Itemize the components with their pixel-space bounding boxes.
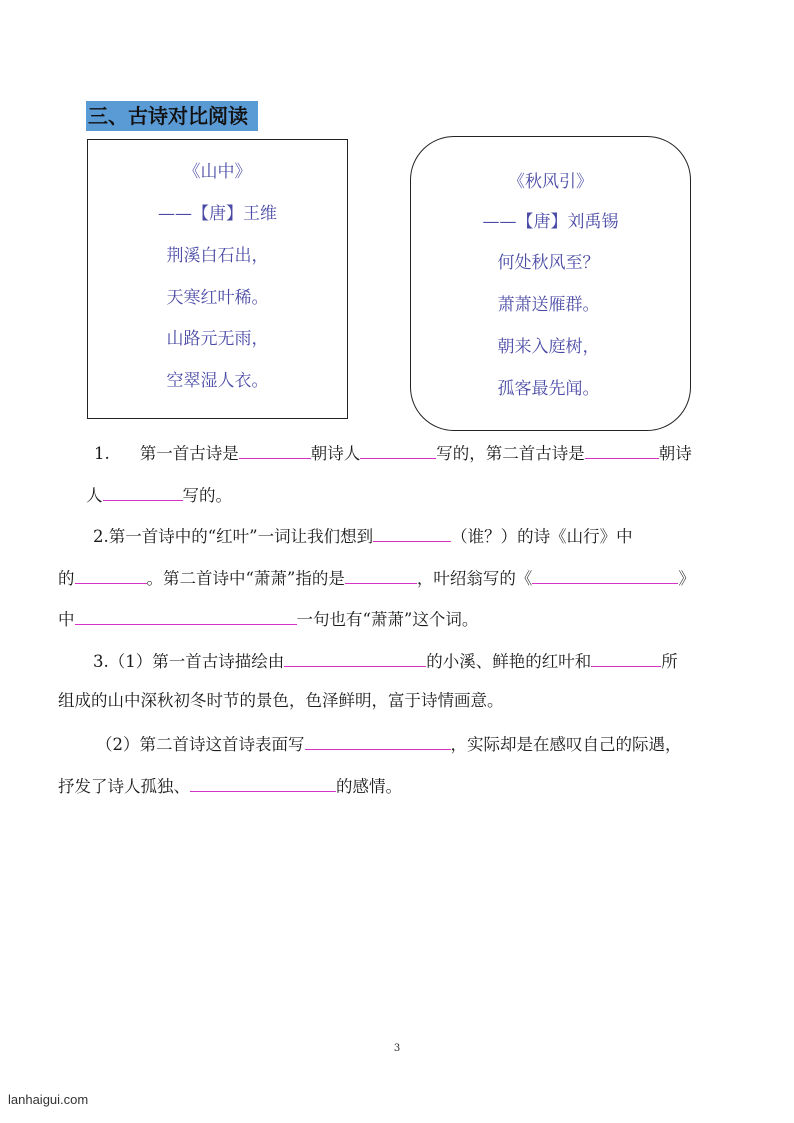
question-1-line-2 [86, 483, 232, 507]
question-text: 的感情。 [336, 777, 402, 796]
answer-blank[interactable] [591, 649, 661, 667]
poem-line: 何处秋风至？ [497, 253, 600, 273]
question-text: ，叶绍翁写的《 [416, 569, 533, 588]
question-text: 写的，第二首古诗是 [436, 444, 585, 463]
question-text: 组成的山中深秋初冬时节的景色，色泽鲜明，富于诗情画意。 [58, 691, 504, 710]
poem-author: ——【唐】刘禹锡 [482, 212, 619, 232]
question-text: 人 [86, 486, 103, 505]
answer-blank[interactable] [532, 566, 678, 584]
poem-title: 《山中》 [183, 162, 252, 182]
question-text: （2）第二首诗这首诗表面写 [96, 735, 305, 754]
question-text: 》 [678, 569, 695, 588]
poem-title: 《秋风引》 [508, 172, 593, 192]
question-text: 一句也有“萧萧”这个词。 [296, 610, 479, 629]
question-text: 朝诗人 [310, 444, 361, 463]
answer-blank[interactable] [360, 441, 436, 459]
poem-author: ——【唐】王维 [158, 204, 277, 224]
question-3-line-4 [58, 774, 402, 798]
question-text: 。第二首诗中“萧萧”指的是 [146, 569, 345, 588]
question-2-line-1 [93, 524, 633, 548]
poem-box-shanzhong [87, 139, 348, 419]
poem-box-qiufengyin [410, 136, 691, 431]
question-text: 的小溪、鲜艳的红叶和 [426, 652, 592, 671]
question-number: 1. [94, 444, 110, 463]
question-text: 的 [58, 569, 75, 588]
poem-line: 萧萧送雁群。 [497, 295, 600, 315]
answer-blank[interactable] [75, 607, 297, 625]
answer-blank[interactable] [284, 649, 426, 667]
page-number: 3 [393, 1043, 401, 1054]
question-text: 写的。 [182, 486, 232, 505]
answer-blank[interactable] [345, 566, 417, 584]
question-3-line-3 [96, 732, 682, 756]
answer-blank[interactable] [239, 441, 311, 459]
question-3-line-2 [58, 690, 504, 712]
question-text: 第一首古诗是 [139, 444, 239, 463]
question-text: ，实际却是在感叹自己的际遇， [450, 735, 682, 754]
question-text: 抒发了诗人孤独、 [58, 777, 190, 796]
question-text: 朝诗 [658, 444, 692, 463]
poem-line: 空翠湿人衣。 [166, 371, 269, 391]
question-text: （谁？）的诗《山行》中 [451, 527, 633, 546]
question-text: 中 [58, 610, 75, 629]
poem-line: 天寒红叶稀。 [166, 288, 269, 308]
poem-line: 朝来入庭树， [497, 337, 600, 357]
answer-blank[interactable] [103, 483, 183, 501]
section-title: 三、古诗对比阅读 [86, 101, 258, 131]
answer-blank[interactable] [305, 732, 451, 750]
poem-line: 荆溪白石出， [166, 246, 269, 266]
answer-blank[interactable] [373, 524, 451, 542]
watermark: lanhaigui.com [8, 1092, 89, 1107]
question-1-line-1 [94, 441, 692, 465]
question-2-line-2 [58, 566, 695, 590]
answer-blank[interactable] [75, 566, 147, 584]
answer-blank[interactable] [585, 441, 659, 459]
question-text: 3.（1）第一首古诗描绘由 [93, 652, 285, 671]
poem-line: 孤客最先闻。 [497, 379, 600, 399]
question-3-line-1 [93, 649, 678, 673]
question-2-line-3 [58, 607, 478, 631]
question-text: 所 [661, 652, 678, 671]
answer-blank[interactable] [190, 774, 336, 792]
question-text: 2.第一首诗中的“红叶”一词让我们想到 [93, 527, 374, 546]
poem-line: 山路元无雨， [166, 329, 269, 349]
